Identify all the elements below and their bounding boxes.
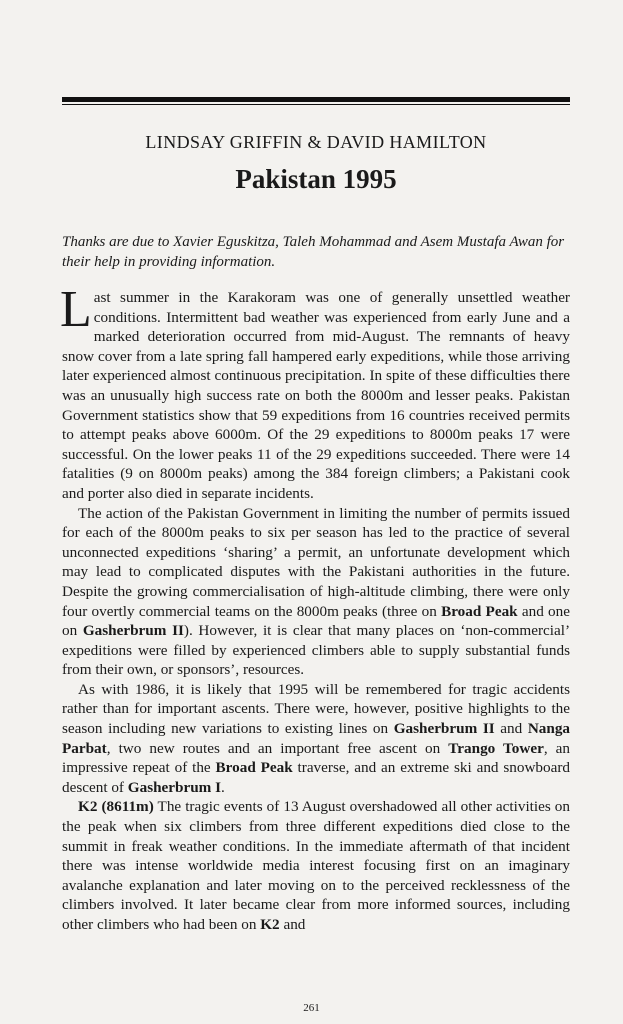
article-title: Pakistan 1995 xyxy=(235,164,397,194)
bold-peak-name: Gasherbrum I xyxy=(127,778,222,796)
bold-peak-name: K2 xyxy=(260,916,280,933)
acknowledgement: Thanks are due to Xavier Eguskitza, Taleh Mohammad and Asem Mustafa Awan for their help in providing information. xyxy=(62,234,565,270)
text-run: and xyxy=(494,720,528,738)
bold-peak-name: Broad Peak xyxy=(215,759,293,777)
header-rule-thin xyxy=(62,104,570,105)
text-run: The tragic events of 13 August overshadowed all other activities on the peak when six climbers from three different expeditions died close to the summit in freak weather conditions. In the immediate aftermath of that incident there was intense worldwide media interest focusing first on an imaginary avalanche explanation and later moving on to the perceived recklessness of the climbers involved. It later became clear from more informed sources, including other climbers who had been on xyxy=(62,798,570,933)
text-run: traverse, and an extreme ski and snowboard descent of xyxy=(62,759,571,796)
paragraph-4 xyxy=(62,797,570,934)
paragraph-3 xyxy=(62,680,570,798)
text-run: ). However, it is clear that many places on ‘non-commercial’ expeditions were filled by experienced climbers able to supply substantial funds from their own, or sponsors’, resources. xyxy=(62,622,570,679)
bold-peak-name: Nanga Parbat xyxy=(62,720,571,757)
text-run: As with 1986, it is likely that 1995 will be remembered for tragic accidents rather than for important ascents. There were, however, positive highlights to the season including new variations to existing lines on xyxy=(62,680,570,738)
text-run: , an impressive repeat of the xyxy=(62,739,570,777)
page-number: 261 xyxy=(303,1002,320,1014)
text-run: and one on xyxy=(62,602,570,640)
article-body xyxy=(60,281,571,935)
text-run: The action of the Pakistan Government in limiting the number of permits issued for each of the 8000m peaks to six per season has led to the practice of several unconnected expeditions ‘sharing’ a permit, an unfortunate development which may lead to complicated disputes with the Pakistani authorities in the future. Despite the growing commercialisation of high-altitude climbing, there were only four overtly commercial teams on the 8000m peaks (three on xyxy=(62,504,570,620)
text-run: and xyxy=(279,916,306,933)
text-run: . xyxy=(221,778,225,796)
authors-line: LINDSAY GRIFFIN & DAVID HAMILTON xyxy=(145,132,487,152)
drop-cap: L xyxy=(60,281,92,338)
paragraph-1-text: ast summer in the Karakoram was one of generally unsettled weather conditions. Intermittent bad weather was experienced from early June and a marked deterioration occurred from mid-August. The remnants of heavy snow cover from a late spring fall hampered early expeditions, while those arriving later experienced almost continuous precipitation. In spite of these difficulties there was an unusually high success rate on both the 8000m and lesser peaks. Pakistan Government statistics show that 59 expeditions from 16 countries received permits to attempt peaks above 6000m. Of the 29 expeditions to 8000m peaks 17 were successful. On the lower peaks 11 of the 29 expeditions succeeded. There were 14 fatalities (9 on 8000m peaks) among the 384 foreign climbers; a Pakistani cook and porter also died in separate incidents. xyxy=(62,289,570,502)
section-heading-k2: K2 (8611m) xyxy=(78,798,154,816)
paragraph-1 xyxy=(60,281,570,504)
bold-peak-name: Gasherbrum II xyxy=(82,622,184,640)
bold-peak-name: Trango Tower xyxy=(448,739,544,757)
text-run: , two new routes and an important free ascent on xyxy=(106,739,449,757)
header-rule-thick xyxy=(62,97,570,102)
bold-peak-name: Broad Peak xyxy=(441,602,518,620)
paragraph-2 xyxy=(62,504,570,680)
bold-peak-name: Gasherbrum II xyxy=(393,720,495,738)
